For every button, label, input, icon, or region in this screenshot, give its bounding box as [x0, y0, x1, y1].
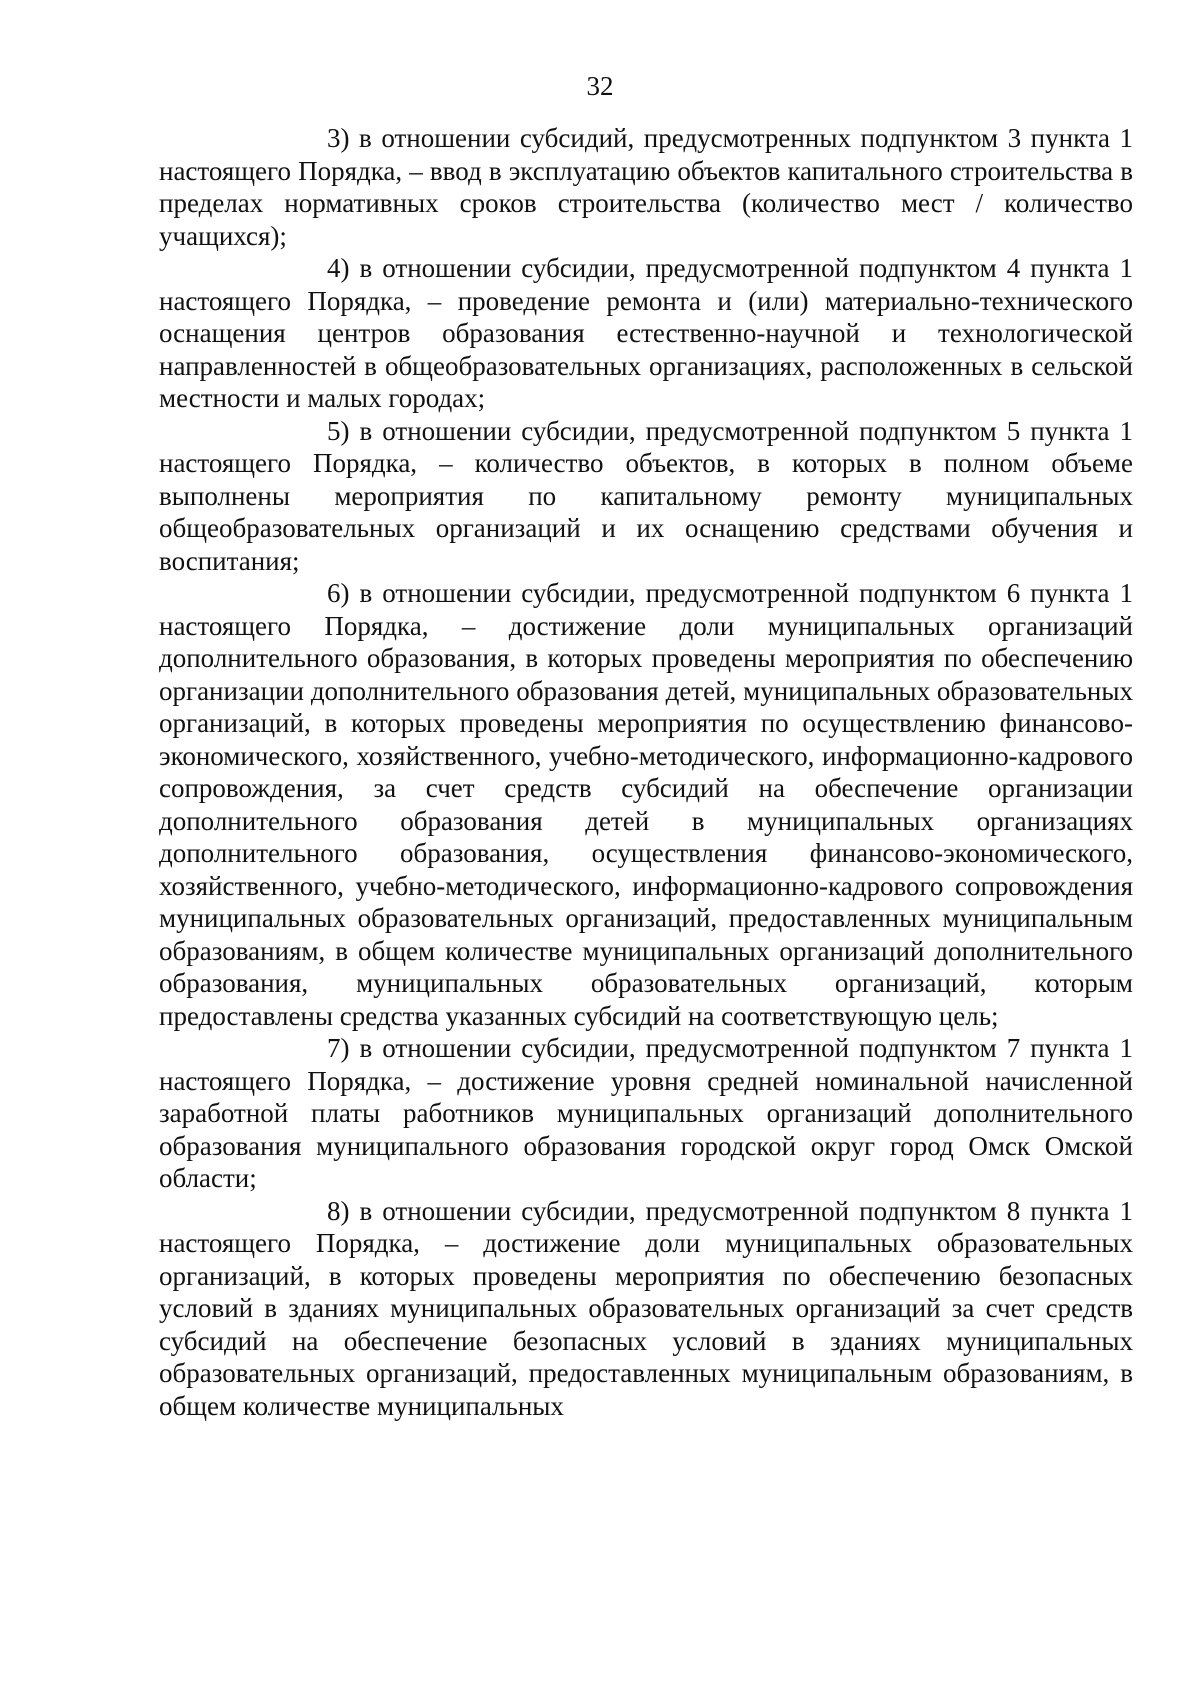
paragraph-number: 8): [327, 1195, 350, 1226]
document-body: [159, 122, 1133, 1422]
paragraph-text: в отношении субсидии, предусмотренной подпунктом 4 пункта 1 настоящего Порядка, – проведение ремонта и (или) материально-технического оснащения центров образования естественно-научной и технологической направленностей в общеобразовательных организациях, расположенных в сельской местности и малых городах;: [159, 253, 1134, 413]
paragraph-number: 3): [327, 123, 350, 153]
paragraph-number: 6): [327, 578, 350, 608]
paragraph-item-7: [159, 1032, 1133, 1195]
paragraph-text: в отношении субсидии, предусмотренной подпунктом 5 пункта 1 настоящего Порядка, – количество объектов, в которых в полном объеме выполнены мероприятия по капитальному ремонту муниципальных общеобразовательных организаций и их оснащению средствами обучения и воспитания;: [159, 415, 1134, 576]
paragraph-text: в отношении субсидии, предусмотренной подпунктом 8 пункта 1 настоящего Порядка, – достижение доли муниципальных образовательных организаций, в которых проведены мероприятия по обеспечению безопасных условий в зданиях муниципальных образовательных организаций за счет средств субсидий на обеспечение безопасных условий в зданиях муниципальных образовательных организаций, предоставленных муниципальным образованиям, в общем количестве муниципальных: [159, 1195, 1134, 1421]
paragraph-number: 5): [327, 415, 350, 446]
paragraph-text: в отношении субсидий, предусмотренных подпунктом 3 пункта 1 настоящего Порядка, – ввод в эксплуатацию объектов капитального строительства в пределах нормативных сроков строительства (количество мест / количество учащихся);: [159, 123, 1133, 251]
paragraph-number: 4): [327, 253, 350, 283]
paragraph-item-3: [159, 122, 1133, 252]
paragraph-item-5: [159, 415, 1133, 578]
paragraph-text: в отношении субсидии, предусмотренной подпунктом 6 пункта 1 настоящего Порядка, – достижение доли муниципальных организаций дополнительного образования, в которых проведены мероприятия по обеспечению организации дополнительного образования детей, муниципальных образовательных организаций, в которых проведены мероприятия по осуществлению финансово-экономического, хозяйственного, учебно-методического, информационно-кадрового сопровождения, за счет средств субсидий на обеспечение организации дополнительного образования детей в муниципальных организациях дополнительного образования, осуществления финансово-экономического, хозяйственного, учебно-методического, информационно-кадрового сопровождения муниципальных образовательных организаций, предоставленных муниципальным образованиям, в общем количестве муниципальных организаций дополнительного образования, муниципальных образовательных организаций, которым предоставлены средства указанных субсидий на соответствующую цель;: [159, 578, 1134, 1031]
paragraph-number: 7): [327, 1033, 350, 1063]
paragraph-text: в отношении субсидии, предусмотренной подпунктом 7 пункта 1 настоящего Порядка, – достижение уровня средней номинальной начисленной заработной платы работников муниципальных организаций дополнительного образования муниципального образования городской округ город Омск Омской области;: [159, 1033, 1134, 1193]
paragraph-item-4: [159, 252, 1133, 415]
page-number: 32: [586, 71, 614, 101]
paragraph-item-8: [159, 1195, 1133, 1423]
paragraph-item-6: [159, 577, 1133, 1032]
